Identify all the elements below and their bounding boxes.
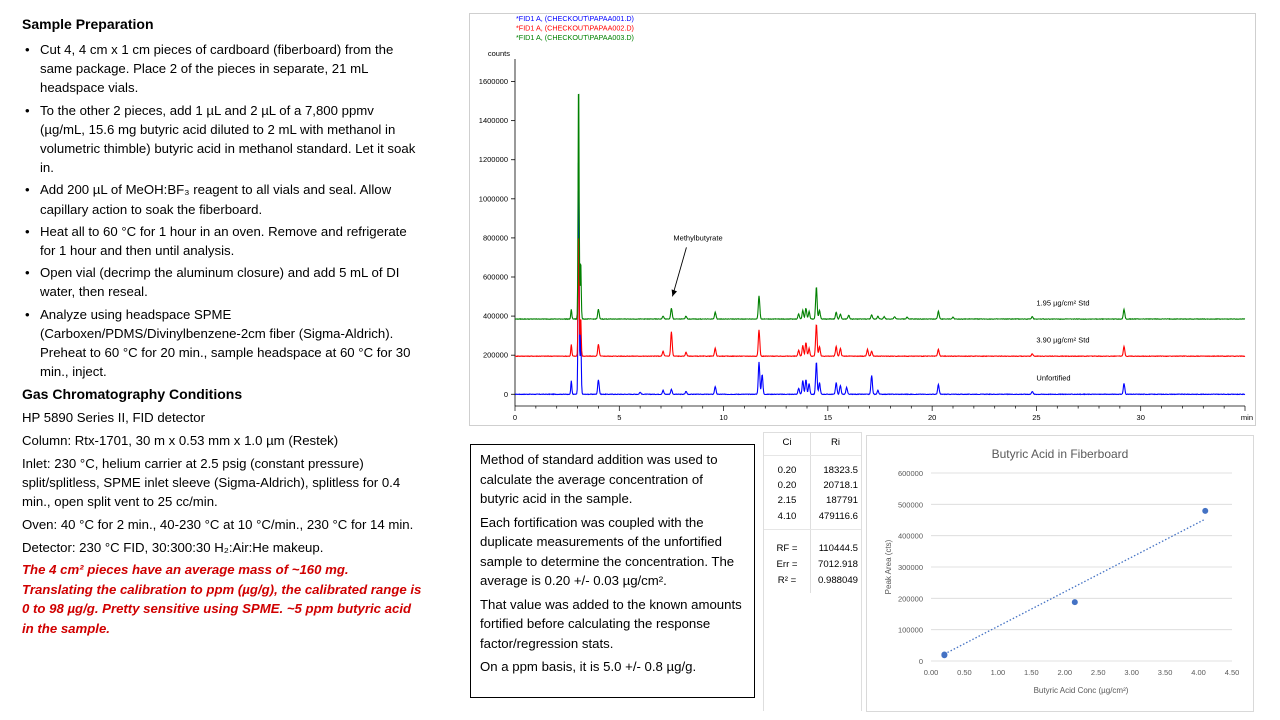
x-tick-label: 2.00 (1057, 668, 1073, 677)
method-paragraph: That value was added to the known amounts fortified before calculating the response factor/regression stats. (480, 596, 742, 651)
chromatogram-trace (515, 239, 1245, 357)
cell-ci: 0.20 (777, 480, 797, 491)
data-point (941, 652, 947, 658)
cell-ri: 18323.5 (823, 465, 858, 476)
y-tick-label: 600000 (897, 469, 923, 478)
header-ri: Ri (830, 437, 841, 448)
y-tick-label: 1200000 (478, 155, 508, 165)
stat-value: 0.988049 (817, 575, 858, 586)
x-tick-label: 2.50 (1090, 668, 1106, 677)
data-point (1202, 508, 1208, 514)
gc-condition-line: HP 5890 Series II, FID detector (22, 410, 206, 426)
y-tick-label: 600000 (482, 272, 508, 282)
y-tick-label: 200000 (482, 350, 508, 360)
y-tick-label: 0 (918, 657, 923, 666)
x-tick-label: 0 (512, 413, 518, 422)
trendline (944, 519, 1205, 654)
x-tick-label: 4.50 (1224, 668, 1240, 677)
x-tick-label: 1.00 (990, 668, 1006, 677)
stat-label: Err = (776, 559, 798, 570)
annotation-arrowhead (672, 289, 677, 296)
x-tick-label: 3.50 (1157, 668, 1173, 677)
prep-step: • Analyze using headspace SPME (Carboxen/PDMS/Divinylbenzene-2cm fiber (Sigma-Aldrich). Preheat to 60 °C for 20 min., sample headspace at 60 °C for 30 min., inject. (22, 305, 422, 382)
stat-label: RF = (776, 543, 798, 554)
calibration-chart (867, 436, 1253, 711)
x-tick-label: 5 (617, 413, 622, 422)
y-tick-label: 100000 (897, 625, 923, 635)
table-row (764, 495, 861, 509)
method-paragraph: Method of standard addition was used to calculate the average concentration of butyric acid in the sample. (480, 452, 718, 506)
y-tick-label: 300000 (897, 563, 923, 572)
y-tick-label: 1000000 (478, 194, 508, 204)
x-tick-label: 1.50 (1024, 668, 1039, 677)
x-tick-label: 20 (927, 413, 937, 422)
method-paragraph: Each fortification was coupled with the duplicate measurements of the unfortified sample to determine the concentration. The average is 0.20 +/- 0.03 µg/cm². (480, 514, 735, 588)
table-row (764, 480, 861, 494)
chromatogram-chart (470, 14, 1255, 425)
methods-panel (22, 14, 422, 642)
trace-label: Unfortified (1036, 373, 1071, 383)
prep-step: • Add 200 µL of MeOH:BF₃ reagent to all vials and seal. Allow capillary action to soak the fiberboard. (22, 180, 422, 218)
legend-entry: *FID1 A, (CHECKOUT\PAPAA001.D) (516, 14, 634, 23)
x-tick-label: 10 (719, 413, 728, 422)
method-box (470, 444, 755, 698)
y-tick-label: 400000 (482, 311, 508, 321)
cell-ri: 479116.6 (818, 511, 858, 522)
table-row (764, 511, 861, 525)
legend-entry: *FID1 A, (CHECKOUT\PAPAA003.D) (516, 33, 634, 42)
x-tick-label: 15 (823, 413, 833, 422)
x-tick-label: 25 (1032, 413, 1041, 422)
annotation-arrow (672, 247, 686, 296)
gc-condition-line: Inlet: 230 °C, helium carrier at 2.5 psig (constant pressure) split/splitless, SPME inlet sleeve (Sigma-Aldrich), splitless for 0.4 min., open split vent to 25 cc/min. (22, 455, 401, 510)
x-axis-label: min (1240, 413, 1253, 422)
x-axis-label: Butyric Acid Conc (µg/cm²) (1033, 686, 1129, 695)
cell-ci: 4.10 (777, 511, 797, 522)
y-tick-label: 0 (503, 389, 508, 399)
trace-label: 1.95 µg/cm² Std (1036, 298, 1090, 308)
stat-row (764, 543, 861, 557)
calibration-note: The 4 cm² pieces have an average mass of ~160 mg. Translating the calibration to ppm (µg/g), the calibrated range is 0 to 98 µg/g. Pretty sensitive using SPME. ~5 ppm butyric acid in the sample. (22, 562, 422, 636)
table-header-row (764, 437, 861, 451)
y-axis-label: Peak Area (cts) (884, 539, 893, 595)
gc-condition-line: Detector: 230 °C FID, 30:300:30 H₂:Air:He makeup. (22, 539, 324, 555)
method-paragraph: On a ppm basis, it is 5.0 +/- 0.8 µg/g. (480, 659, 697, 674)
x-tick-label: 4.00 (1191, 668, 1206, 677)
y-tick-label: 200000 (897, 594, 923, 604)
legend-entry: *FID1 A, (CHECKOUT\PAPAA002.D) (516, 23, 634, 33)
table-row (764, 465, 861, 479)
prep-step: • Heat all to 60 °C for 1 hour in an oven. Remove and refrigerate for 1 hour and then until analysis. (22, 222, 422, 260)
cell-ci: 2.15 (777, 495, 797, 506)
stat-row (764, 575, 861, 589)
stat-value: 110444.5 (818, 543, 858, 554)
y-tick-label: 1400000 (478, 116, 508, 126)
stat-row (764, 559, 861, 573)
sample-prep-heading: Sample Preparation (22, 16, 154, 32)
y-axis-label: counts (487, 49, 510, 58)
cell-ci: 0.20 (777, 465, 797, 476)
calibration-panel (866, 435, 1254, 712)
stat-value: 7012.918 (817, 559, 858, 570)
y-tick-label: 400000 (897, 531, 923, 541)
annotation-label: Methylbutyrate (673, 233, 723, 243)
data-point (1072, 599, 1078, 605)
calc-table (763, 432, 862, 711)
chromatogram-panel (469, 13, 1256, 426)
cell-ri: 187791 (825, 495, 858, 506)
gc-condition-line: Oven: 40 °C for 2 min., 40-230 °C at 10 °C/min., 230 °C for 14 min. (22, 516, 414, 532)
x-tick-label: 0.00 (923, 668, 939, 677)
x-tick-label: 3.00 (1124, 668, 1139, 677)
cell-ri: 20718.1 (823, 480, 858, 491)
sample-prep-list (22, 40, 422, 381)
y-tick-label: 1600000 (478, 77, 508, 87)
x-tick-label: 0.50 (957, 668, 972, 677)
x-tick-label: 30 (1136, 413, 1145, 422)
chromatogram-trace (515, 163, 1245, 395)
header-ci: Ci (782, 437, 792, 448)
trace-label: 3.90 µg/cm² Std (1036, 335, 1090, 345)
chart-title: Butyric Acid in Fiberboard (991, 447, 1129, 461)
gc-conditions-heading: Gas Chromatography Conditions (22, 386, 243, 403)
prep-step: • Open vial (decrimp the aluminum closure) and add 5 mL of DI water, then reseal. (22, 263, 422, 301)
prep-step: • Cut 4, 4 cm x 1 cm pieces of cardboard (fiberboard) from the same package. Place 2 of the pieces in separate, 21 mL headspace vials. (22, 40, 422, 98)
stat-label: R² = (777, 575, 797, 586)
chromatogram-trace (515, 94, 1245, 319)
y-tick-label: 800000 (482, 233, 508, 243)
gc-condition-line: Column: Rtx-1701, 30 m x 0.53 mm x 1.0 µm (Restek) (22, 433, 339, 449)
y-tick-label: 500000 (897, 500, 923, 510)
prep-step: • To the other 2 pieces, add 1 µL and 2 µL of a 7,800 ppmv (µg/mL, 15.6 mg butyric acid diluted to 2 mL with methanol in volumetric thimble) butyric acid in methanol standard. Let it soak in. (22, 101, 422, 178)
